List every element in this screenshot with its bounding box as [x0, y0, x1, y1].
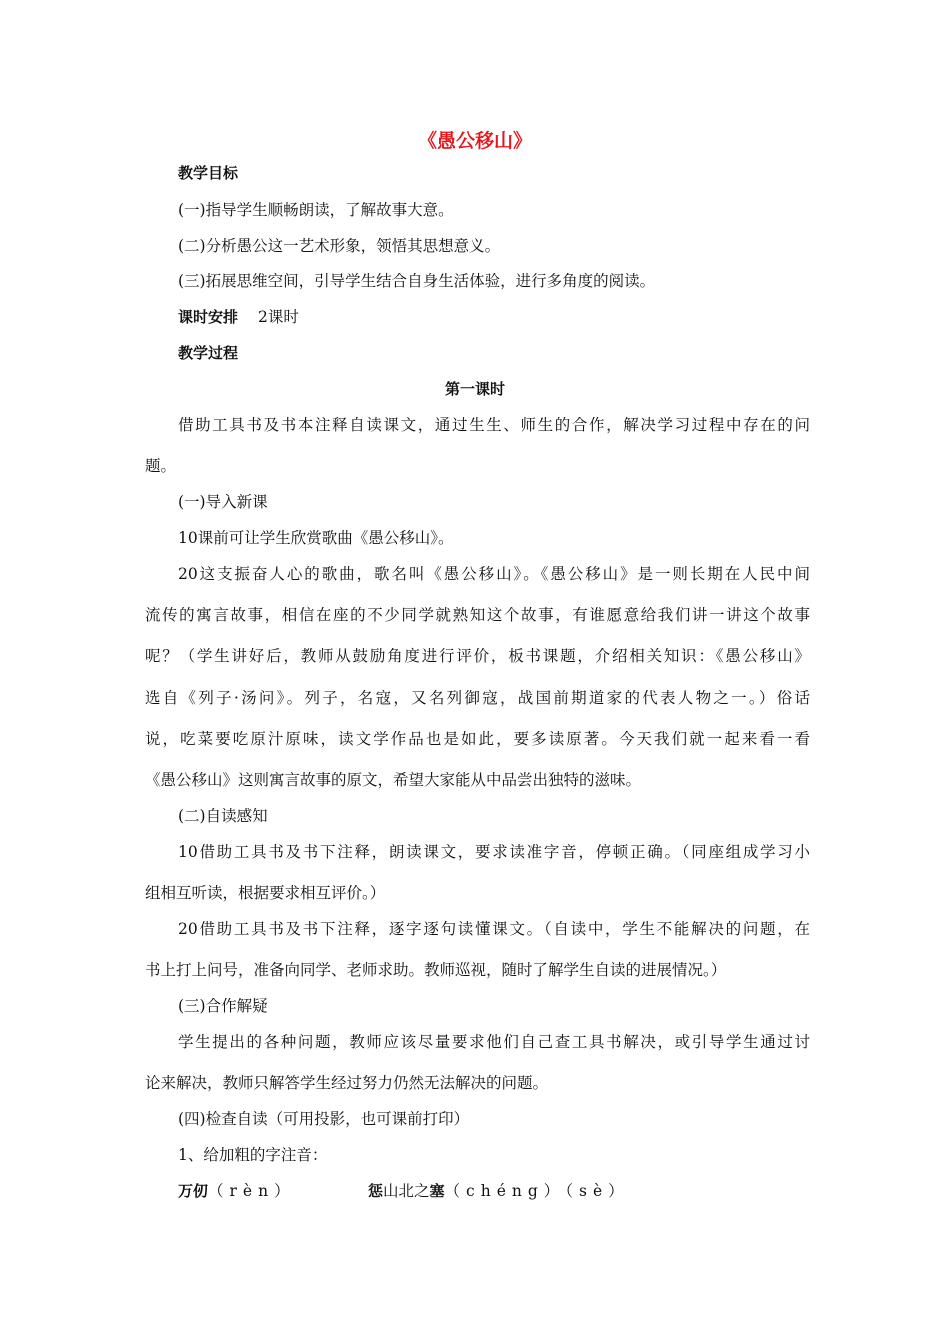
section2-item1-line: 10借助工具书及书下注释，朗读课文，要求读准字音，停顿正确。（同座组成学习小	[178, 843, 810, 861]
objective-3: (三)拓展思维空间，引导学生结合自身生活体验，进行多角度的阅读。	[178, 272, 656, 290]
section1-heading: (一)导入新课	[178, 493, 268, 511]
objectives-heading: 教学目标	[178, 164, 239, 182]
section3-line: 学生提出的各种问题，教师应该尽量要求他们自己查工具书解决，或引导学生通过讨	[178, 1033, 810, 1051]
pinyin-annotation: （rèn）	[208, 1182, 296, 1200]
section1-item2-line: 《愚公移山》这则寓言故事的原文，希望大家能从中品尝出独特的滋味。	[145, 771, 642, 789]
bold-chars: 塞	[429, 1182, 445, 1200]
section1-item2-line: 选自《列子·汤问》。列子，名寇，又名列御寇，战国前期道家的代表人物之一。）俗话	[145, 689, 810, 707]
intro-line-1: 借助工具书及书本注释自读课文，通过生生、师生的合作，解决学习过程中存在的问	[178, 416, 810, 434]
document-title: 《愚公移山》	[417, 130, 532, 152]
section2-item1-line: 组相互听读，根据要求相互评价。）	[145, 884, 386, 902]
process-heading: 教学过程	[178, 344, 239, 362]
pinyin-annotation: （chéng）（sè）	[444, 1182, 630, 1200]
section3-heading: (三)合作解疑	[178, 997, 268, 1015]
section1-item2-line: 说，吃菜要吃原汁原味，读文学作品也是如此，要多读原著。今天我们就一起来看一看	[145, 730, 810, 748]
section2-heading: (二)自读感知	[178, 807, 268, 825]
section2-item2-line: 20借助工具书及书下注释，逐字逐句读懂课文。（自读中，学生不能解决的问题，在	[178, 920, 810, 938]
section4-heading: (四)检查自读（可用投影，也可课前打印）	[178, 1110, 470, 1128]
section1-item2-line: 流传的寓言故事，相信在座的不少同学就熟知这个故事，有谁愿意给我们讲一讲这个故事	[145, 606, 810, 624]
intro-line-2: 题。	[145, 457, 177, 475]
section1-item1: 10课前可让学生欣赏歌曲《愚公移山》。	[178, 529, 454, 547]
bold-chars: 万仞	[178, 1182, 209, 1200]
schedule-label: 课时安排	[178, 308, 239, 326]
objective-2: (二)分析愚公这一艺术形象，领悟其思想意义。	[178, 237, 501, 255]
section2-item2-line: 书上打上问号，准备向同学、老师求助。教师巡视，随时了解学生自读的进展情况。）	[145, 961, 727, 979]
schedule-value: 2课时	[258, 308, 299, 326]
schedule-line	[178, 307, 810, 327]
pinyin-word-2	[368, 1181, 808, 1201]
lesson-heading: 第一课时	[444, 380, 505, 398]
section1-item2-line: 20这支振奋人心的歌曲，歌名叫《愚公移山》。《愚公移山》是一则长期在人民中间	[178, 565, 810, 583]
objective-1: (一)指导学生顺畅朗读，了解故事大意。	[178, 201, 454, 219]
plain-chars: 山北之	[383, 1182, 430, 1200]
bold-chars: 惩	[368, 1182, 384, 1200]
section1-item2-line: 呢？（学生讲好后，教师从鼓励角度进行评价，板书课题，介绍相关知识：《愚公移山》	[145, 647, 810, 665]
section3-line: 论来解决，教师只解答学生经过努力仍然无法解决的问题。	[145, 1074, 549, 1092]
section4-task: 1、给加粗的字注音：	[178, 1146, 328, 1164]
